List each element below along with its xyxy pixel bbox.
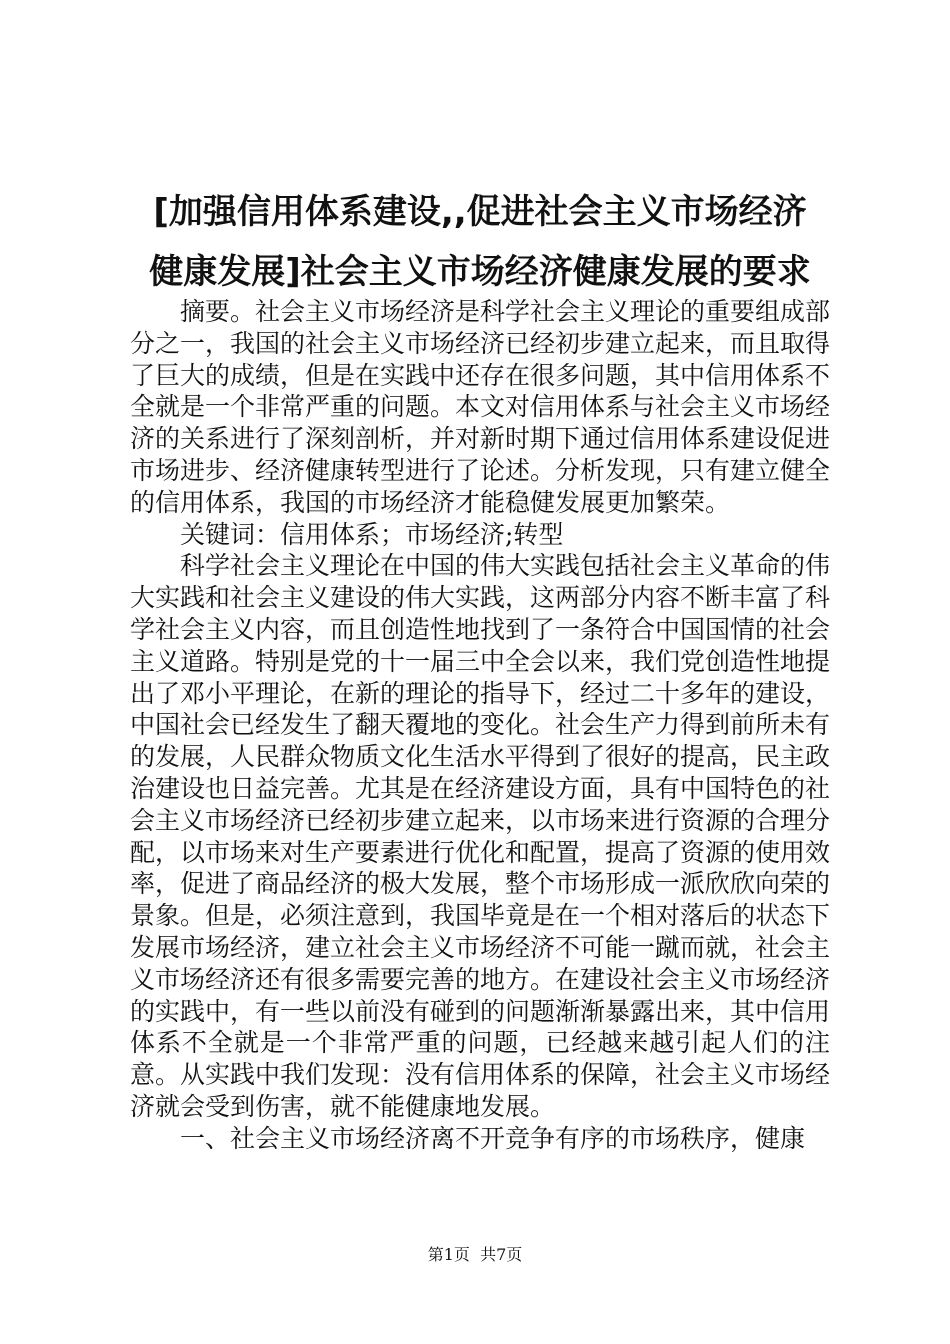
keywords-paragraph: 关键词：信用体系；市场经济;转型 (180, 519, 564, 549)
body-paragraph: 科学社会主义理论在中国的伟大实践包括社会主义革命的伟大实践和社会主义建设的伟大实践，这两部分内容不断丰富了科学社会主义内容，而且创造性地找到了一条符合中国国情的社会主义道路。特别是党的十一届三中全会以来，我们党创造性地提出了邓小平理论，在新的理论的指导下，经过二十多年的建设，中国社会已经发生了翻天覆地的变化。社会生产力得到前所未有的发展，人民群众物质文化生活水平得到了很好的提高，民主政治建设也日益完善。尤其是在经济建设方面，具有中国特色的社会主义市场经济已经初步建立起来，以市场来进行资源的合理分配，以市场来对生产要素进行优化和配置，提高了资源的使用效率，促进了商品经济的极大发展，整个市场形成一派欣欣向荣的景象。但是，必须注意到，我国毕竟是在一个相对落后的状态下发展市场经济，建立社会主义市场经济不可能一蹴而就，社会主义市场经济还有很多需要完善的地方。在建设社会主义市场经济的实践中，有一些以前没有碰到的问题渐渐暴露出来，其中信用体系不全就是一个非常严重的问题，已经越来越引起人们的注意。从实践中我们发现：没有信用体系的保障，社会主义市场经济就会受到伤害，就不能健康地发展。 (130, 551, 831, 1121)
document-body (130, 296, 830, 1155)
title-line-1: [加强信用体系建设,,促进社会主义市场经济 (153, 192, 807, 232)
title-line-2: 健康发展]社会主义市场经济健康发展的要求 (149, 252, 811, 292)
abstract-paragraph: 摘要。社会主义市场经济是科学社会主义理论的重要组成部分之一，我国的社会主义市场经济已经初步建立起来，而且取得了巨大的成绩，但是在实践中还存在很多问题，其中信用体系不全就是一个非常严重的问题。本文对信用体系与社会主义市场经济的关系进行了深刻剖析，并对新时期下通过信用体系建设促进市场进步、经济健康转型进行了论述。分析发现，只有建立健全的信用体系，我国的市场经济才能稳健发展更加繁荣。 (130, 297, 831, 517)
page-number-label: 第1页 共7页 (427, 1245, 523, 1264)
document-title (130, 182, 830, 302)
page-footer (0, 1242, 950, 1265)
section-heading-paragraph: 一、社会主义市场经济离不开竞争有序的市场秩序，健康 (180, 1123, 806, 1153)
